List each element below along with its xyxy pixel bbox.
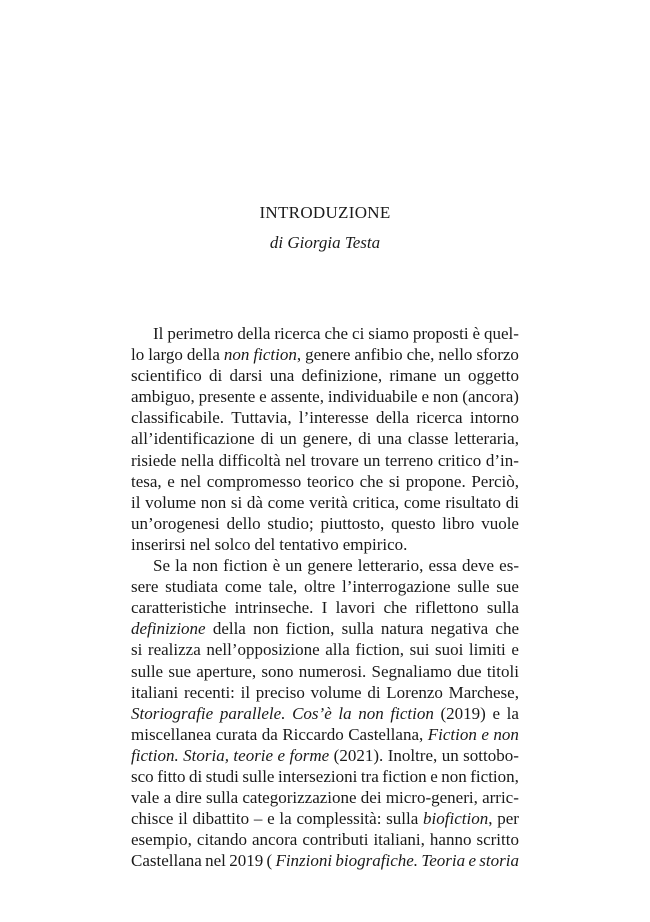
word: riflettono [415, 598, 479, 618]
word: preciso [255, 682, 305, 702]
word: tesa, [131, 471, 162, 491]
text-line [131, 534, 519, 555]
word: un [443, 366, 461, 386]
word: e [267, 809, 275, 829]
word: italiani, [373, 830, 425, 850]
word: sulle [242, 766, 275, 786]
word: fiction [382, 766, 427, 786]
word: compromesso [206, 471, 302, 491]
word: negativa [430, 619, 489, 639]
word: ricerca [274, 324, 321, 343]
word: volume [310, 682, 362, 702]
word: dire [175, 788, 202, 808]
word: Inoltre, [387, 745, 438, 765]
word: non [223, 345, 250, 365]
word: micro-generi, [385, 788, 478, 808]
word: essa [428, 556, 457, 576]
word: della [186, 345, 220, 365]
word: di [367, 682, 381, 702]
body-text [131, 323, 519, 871]
word: la [279, 809, 292, 829]
word: questo [391, 513, 436, 533]
word: teorico [306, 471, 355, 491]
word: alla [325, 640, 350, 660]
word: italiani [131, 682, 179, 702]
paragraph [131, 323, 519, 555]
word: sulla [386, 809, 419, 829]
word: definizione [131, 619, 206, 639]
word: un [441, 745, 459, 765]
word: ci [352, 324, 365, 343]
word: Riccardo [282, 724, 344, 744]
word: la [506, 703, 519, 723]
word: come [224, 577, 262, 597]
word: ricerca [416, 408, 463, 428]
word: di [189, 766, 203, 786]
word: Finzioni [275, 851, 333, 871]
word: suoi [435, 640, 464, 660]
word: sottobo- [463, 745, 519, 765]
word: della [212, 619, 246, 639]
word: e [277, 745, 286, 765]
word [253, 344, 301, 365]
word: sulle [131, 661, 164, 681]
text-line [131, 829, 519, 850]
word: nel [189, 534, 211, 554]
text-line [131, 787, 519, 808]
word: Fiction [427, 724, 477, 744]
word: non [432, 387, 459, 407]
word: volume [145, 492, 197, 512]
word: per [497, 809, 519, 829]
word: classe [407, 429, 449, 449]
word: siamo [368, 324, 409, 343]
word: complessità: [296, 809, 382, 829]
word: dà [246, 492, 263, 512]
word: titoli [486, 661, 519, 681]
word: studiata [165, 577, 219, 597]
word: forme [289, 745, 330, 765]
word: definizione, [301, 366, 383, 386]
word: ancora [251, 830, 298, 850]
word: la [175, 556, 188, 576]
word: scientifico [131, 366, 202, 386]
word: intrinseche. [234, 598, 314, 618]
word: (2021). [333, 745, 384, 765]
word: un [363, 450, 381, 470]
word: del [254, 534, 276, 554]
word: vuole [481, 513, 519, 533]
word: intorno [469, 408, 519, 428]
text-line [131, 576, 519, 597]
word: di [209, 366, 223, 386]
word: risultato [445, 492, 502, 512]
word: da [261, 724, 278, 744]
word: studio; [267, 513, 314, 533]
word: della [237, 324, 271, 343]
text-line [131, 597, 519, 618]
text-line [131, 618, 519, 639]
text-line [131, 682, 519, 703]
word: nel [205, 851, 226, 871]
word: letteraria, [454, 429, 519, 449]
word: darsi [229, 366, 263, 386]
word: fiction [253, 345, 297, 365]
word: dei [360, 788, 382, 808]
text-line [131, 386, 519, 407]
text-line [131, 724, 519, 745]
word: proposti [412, 324, 469, 343]
word: , [488, 809, 493, 829]
word: inserirsi [131, 534, 186, 554]
word: sue [168, 661, 192, 681]
word: I [321, 598, 328, 618]
word: che [324, 324, 349, 343]
word: non [192, 556, 218, 576]
word: largo [148, 345, 183, 365]
word: la [338, 703, 352, 723]
word: es- [499, 556, 519, 576]
word: Castellana, [348, 724, 424, 744]
word: di [260, 429, 274, 449]
text-line [131, 808, 519, 829]
word: della [376, 408, 410, 428]
text-line [131, 745, 519, 766]
paragraph [131, 555, 519, 871]
word [423, 808, 492, 829]
text-line [131, 492, 519, 513]
text-line [131, 471, 519, 492]
word: all’identificazione [131, 429, 255, 449]
word: Segnaliamo [371, 661, 452, 681]
word: un [279, 429, 297, 449]
word: è [472, 324, 481, 343]
word: fiction, [285, 619, 335, 639]
word: Cos’è [292, 703, 332, 723]
word: fiction, [470, 766, 519, 786]
word: dello [226, 513, 261, 533]
word: l’interesse [298, 408, 369, 428]
text-line [131, 365, 519, 386]
word: ambiguo, [131, 387, 195, 407]
word: nel [285, 450, 307, 470]
word: teorie [233, 745, 274, 765]
word: e [481, 724, 489, 744]
word: anfibio [354, 345, 403, 365]
word: genere, [302, 429, 353, 449]
text-line [131, 407, 519, 428]
word: non [253, 619, 279, 639]
word: non [200, 492, 227, 512]
word: un [285, 556, 303, 576]
word: Teoria [421, 851, 466, 871]
chapter-author: di Giorgia Testa [269, 233, 381, 252]
word: verità [309, 492, 348, 512]
word: storia [479, 851, 519, 871]
word: fiction. [131, 745, 179, 765]
word: Castellana [131, 851, 202, 871]
word: numerosi. [298, 661, 367, 681]
word: Il [153, 324, 164, 343]
word: sulla [341, 619, 374, 639]
word: che, [406, 345, 435, 365]
word: fitto [157, 766, 186, 786]
word: (ancora) [462, 387, 519, 407]
word: presente [198, 387, 256, 407]
word: – [253, 809, 263, 829]
word: miscellanea [131, 724, 212, 744]
word: il [131, 492, 141, 512]
word: studi [205, 766, 239, 786]
word: sulla [486, 598, 519, 618]
word: Se [153, 556, 170, 576]
word: sulle [457, 577, 490, 597]
word: recenti: [183, 682, 235, 702]
word: lavori [335, 598, 376, 618]
word: caratteristiche [131, 598, 227, 618]
word: si [388, 471, 401, 491]
word: una [377, 429, 402, 449]
text-line [131, 428, 519, 449]
word: perimetro [167, 324, 234, 343]
word: risiede [131, 450, 177, 470]
word: realizza [147, 640, 201, 660]
word: solco [214, 534, 251, 554]
word: due [457, 661, 482, 681]
word: assente, [270, 387, 324, 407]
text-line [131, 323, 519, 344]
word: scritto [476, 830, 519, 850]
word: trovare [310, 450, 359, 470]
word: piuttosto, [320, 513, 385, 533]
word: il [178, 809, 188, 829]
word: a [163, 788, 172, 808]
text-line [131, 850, 519, 871]
word: parallele. [219, 703, 286, 723]
word: , [296, 345, 302, 365]
word: letterario, [357, 556, 424, 576]
word: sue [496, 577, 519, 597]
text-line [131, 661, 519, 682]
word: sui [409, 640, 430, 660]
word: e [259, 387, 267, 407]
word: sforzo [476, 345, 519, 365]
text-line [131, 703, 519, 724]
word: Storiografie [131, 703, 214, 723]
word: critica, [352, 492, 400, 512]
word: fiction, [355, 640, 404, 660]
word: categorizzazione [242, 788, 357, 808]
word: tale, [268, 577, 298, 597]
word: non [441, 766, 467, 786]
word: nel [180, 471, 202, 491]
word: Lorenzo [386, 682, 443, 702]
word: deve [461, 556, 495, 576]
word: propone. [405, 471, 466, 491]
word: limiti [468, 640, 506, 660]
word: ( [266, 851, 273, 871]
word: individuabile [327, 387, 418, 407]
word: oltre [304, 577, 336, 597]
word: e [430, 766, 438, 786]
word: nella [180, 450, 214, 470]
word: e [468, 851, 476, 871]
word: e [511, 640, 519, 660]
word: difficoltà [218, 450, 281, 470]
word: una [269, 366, 295, 386]
word: come [403, 492, 441, 512]
word: hanno [429, 830, 472, 850]
word: sulla [206, 788, 239, 808]
word: Storia, [183, 745, 229, 765]
word: libro [442, 513, 475, 533]
word: 2019 [229, 851, 264, 871]
word: sere [131, 577, 159, 597]
text-line [131, 555, 519, 576]
word: intersezioni [278, 766, 358, 786]
word: natura [380, 619, 424, 639]
word: tentativo [279, 534, 339, 554]
word: fiction [390, 703, 434, 723]
word: nell’opposizione [206, 640, 320, 660]
word: e [492, 703, 501, 723]
word: che [383, 598, 408, 618]
word: critico [437, 450, 482, 470]
word: Marchese, [448, 682, 519, 702]
word: chisce [131, 809, 174, 829]
word: terreno [385, 450, 434, 470]
word: è [272, 556, 281, 576]
word: (2019) [440, 703, 486, 723]
word: come [267, 492, 305, 512]
word: il [240, 682, 251, 702]
word: vale [131, 788, 160, 808]
word: nello [438, 345, 473, 365]
word: non [493, 724, 519, 744]
word: Perciò, [471, 471, 519, 491]
word: un’orogenesi [131, 513, 220, 533]
text-line [131, 766, 519, 787]
text-line [131, 513, 519, 534]
word: citando [196, 830, 247, 850]
word: l’interrogazione [342, 577, 451, 597]
word: fiction [223, 556, 268, 576]
word: dibattito [192, 809, 250, 829]
word: tra [360, 766, 379, 786]
text-line [131, 450, 519, 471]
word: si [230, 492, 243, 512]
word: biofiction [423, 809, 489, 829]
word: sono [261, 661, 294, 681]
word: non [358, 703, 384, 723]
word: classificabile. [131, 408, 224, 428]
word: contributi [302, 830, 369, 850]
word: aperture, [196, 661, 257, 681]
word: empirico. [342, 534, 408, 554]
word: sco [131, 766, 154, 786]
word: esempio, [131, 830, 192, 850]
word: Tuttavia, [231, 408, 292, 428]
text-line [131, 639, 519, 660]
word: genere [307, 556, 353, 576]
word: e [421, 387, 429, 407]
word: di [358, 429, 372, 449]
word: rimane [389, 366, 437, 386]
text-line [131, 344, 519, 365]
word: che [495, 619, 519, 639]
word: arric- [482, 788, 519, 808]
word: oggetto [467, 366, 519, 386]
word: e [167, 471, 175, 491]
word: lo [131, 345, 145, 365]
word: che [359, 471, 384, 491]
word: curata [215, 724, 258, 744]
word: d’in- [485, 450, 519, 470]
word: quel- [483, 324, 519, 343]
word: biografiche. [335, 851, 419, 871]
chapter-title: INTRODUZIONE [259, 203, 391, 222]
word: genere [305, 345, 351, 365]
word: di [505, 492, 519, 512]
word: si [131, 640, 143, 660]
